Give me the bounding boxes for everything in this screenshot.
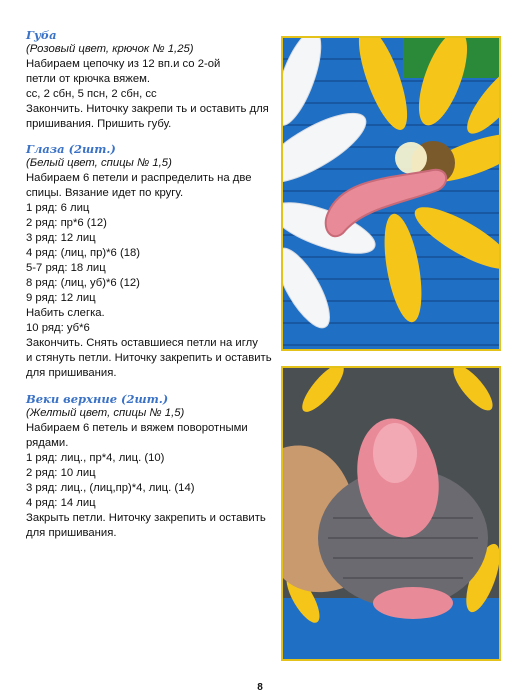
- text-line: 1 ряд: 6 лиц: [26, 202, 90, 214]
- text-line: сс, 2 сбн, 5 псн, 2 сбн, сс: [26, 88, 157, 100]
- text-line: 5-7 ряд: 18 лиц: [26, 262, 106, 274]
- text-line: 4 ряд: 14 лиц: [26, 497, 96, 509]
- photo-head-illustration: [283, 368, 499, 659]
- text-line: Набираем 6 петели и распределить на две: [26, 172, 252, 184]
- text-line: петли от крючка вяжем.: [26, 73, 151, 85]
- text-line: и стянуть петли. Ниточку закрепить и оставить: [26, 352, 272, 364]
- text-line: для пришивания.: [26, 367, 117, 379]
- section-eyelids: [26, 392, 274, 541]
- photo-lip: [281, 36, 501, 351]
- section-subtitle: (Белый цвет, спицы № 1,5): [26, 157, 172, 169]
- photo-knitted-head: [281, 366, 501, 661]
- text-line: пришивания. Пришить губу.: [26, 118, 172, 130]
- text-line: Набираем цепочку из 12 вп.и со 2-ой: [26, 58, 221, 70]
- section-eyes: [26, 142, 274, 381]
- section-title: Глаза (2шт.): [26, 142, 116, 156]
- text-line: 3 ряд: 12 лиц: [26, 232, 96, 244]
- text-line: для пришивания.: [26, 527, 117, 539]
- page-number: 8: [257, 682, 263, 693]
- text-line: 1 ряд: лиц., пр*4, лиц. (10): [26, 452, 165, 464]
- text-line: спицы. Вязание идет по кругу.: [26, 187, 184, 199]
- text-line: 9 ряд: 12 лиц: [26, 292, 96, 304]
- text-line: 2 ряд: 10 лиц: [26, 467, 96, 479]
- text-line: Закончить. Ниточку закрепи ть и оставить для: [26, 103, 269, 115]
- section-title: Губа: [26, 28, 57, 42]
- text-line: 2 ряд: пр*6 (12): [26, 217, 107, 229]
- text-line: Набить слегка.: [26, 307, 105, 319]
- text-line: 4 ряд: (лиц, пр)*6 (18): [26, 247, 141, 259]
- text-line: Закончить. Снять оставшиеся петли на иглу: [26, 337, 258, 349]
- section-subtitle: (Розовый цвет, крючок № 1,25): [26, 43, 194, 55]
- text-line: рядами.: [26, 437, 69, 449]
- photo-lip-illustration: [283, 38, 499, 349]
- text-line: 3 ряд: лиц., (лиц,пр)*4, лиц. (14): [26, 482, 195, 494]
- section-subtitle: (Желтый цвет, спицы № 1,5): [26, 407, 185, 419]
- text-line: Набираем 6 петель и вяжем поворотными: [26, 422, 248, 434]
- text-line: 8 ряд: (лиц, уб)*6 (12): [26, 277, 140, 289]
- section-lip: [26, 28, 274, 132]
- section-title: Веки верхние (2шт.): [26, 392, 169, 406]
- text-line: 10 ряд: уб*6: [26, 322, 90, 334]
- text-line: Закрыть петли. Ниточку закрепить и оставить: [26, 512, 266, 524]
